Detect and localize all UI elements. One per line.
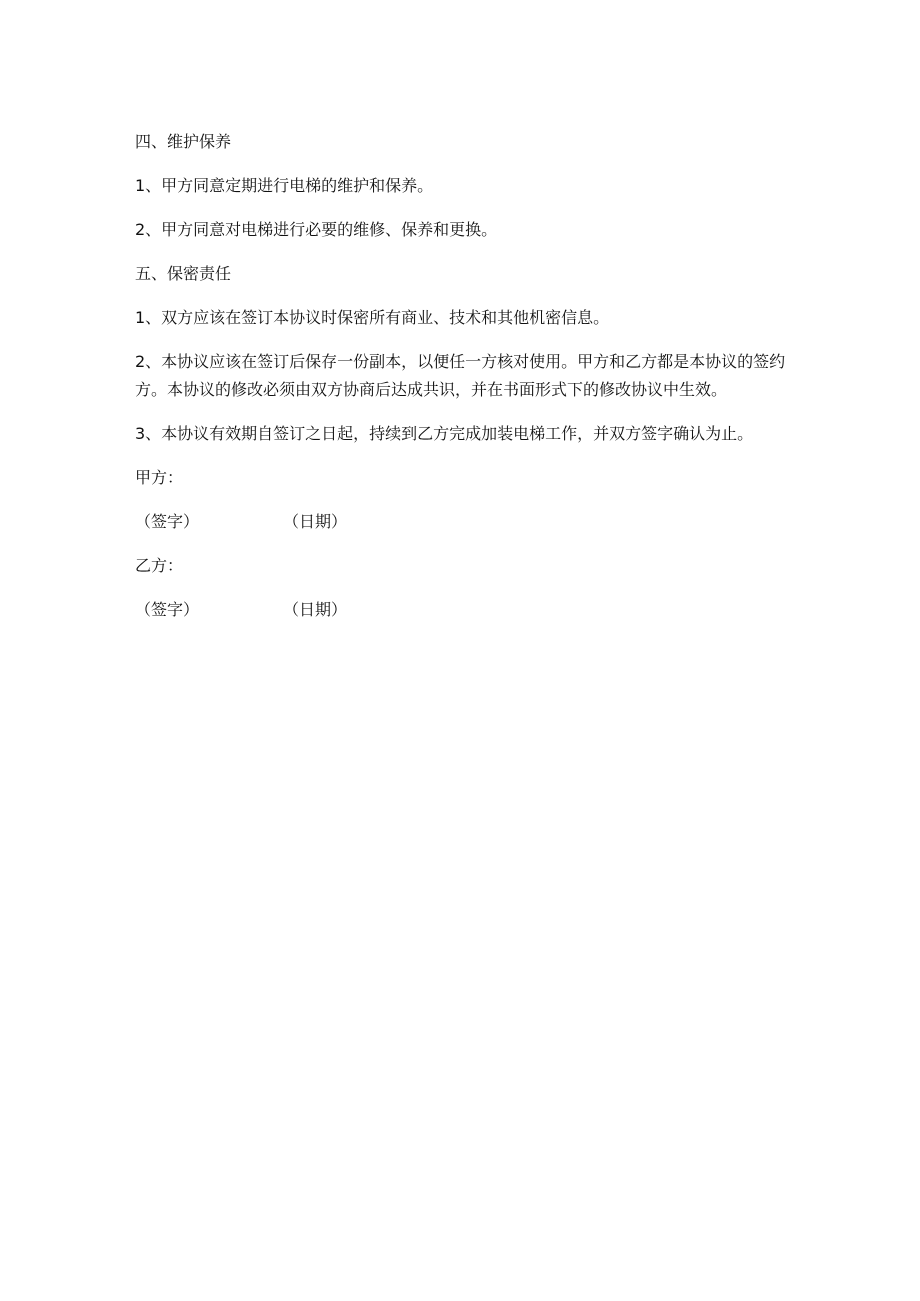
document-body: [135, 128, 790, 640]
party-b-signature-row: [135, 596, 790, 624]
maintenance-clause-2: 2、甲方同意对电梯进行必要的维修、保养和更换。: [135, 220, 498, 239]
confidentiality-clause-2: 2、本协议应该在签订后保存一份副本，以便任一方核对使用。甲方和乙方都是本协议的签约方。本协议的修改必须由双方协商后达成共识，并在书面形式下的修改协议中生效。: [135, 352, 786, 399]
party-a-label: 甲方：: [135, 468, 184, 487]
party-b-sign-field: （签字）: [135, 600, 200, 619]
maintenance-clause-1: 1、甲方同意定期进行电梯的维护和保养。: [135, 176, 434, 195]
section-heading-maintenance: 四、维护保养: [135, 132, 232, 151]
party-a-signature-row: [135, 508, 790, 536]
party-b-label: 乙方：: [135, 556, 184, 575]
confidentiality-clause-3: 3、本协议有效期自签订之日起，持续到乙方完成加装电梯工作，并双方签字确认为止。: [135, 424, 754, 443]
section-heading-confidentiality: 五、保密责任: [135, 264, 232, 283]
confidentiality-clause-1: 1、双方应该在签订本协议时保密所有商业、技术和其他机密信息。: [135, 308, 610, 327]
party-a-date-field: （日期）: [283, 512, 348, 531]
party-a-sign-field: （签字）: [135, 512, 200, 531]
party-b-date-field: （日期）: [283, 600, 348, 619]
